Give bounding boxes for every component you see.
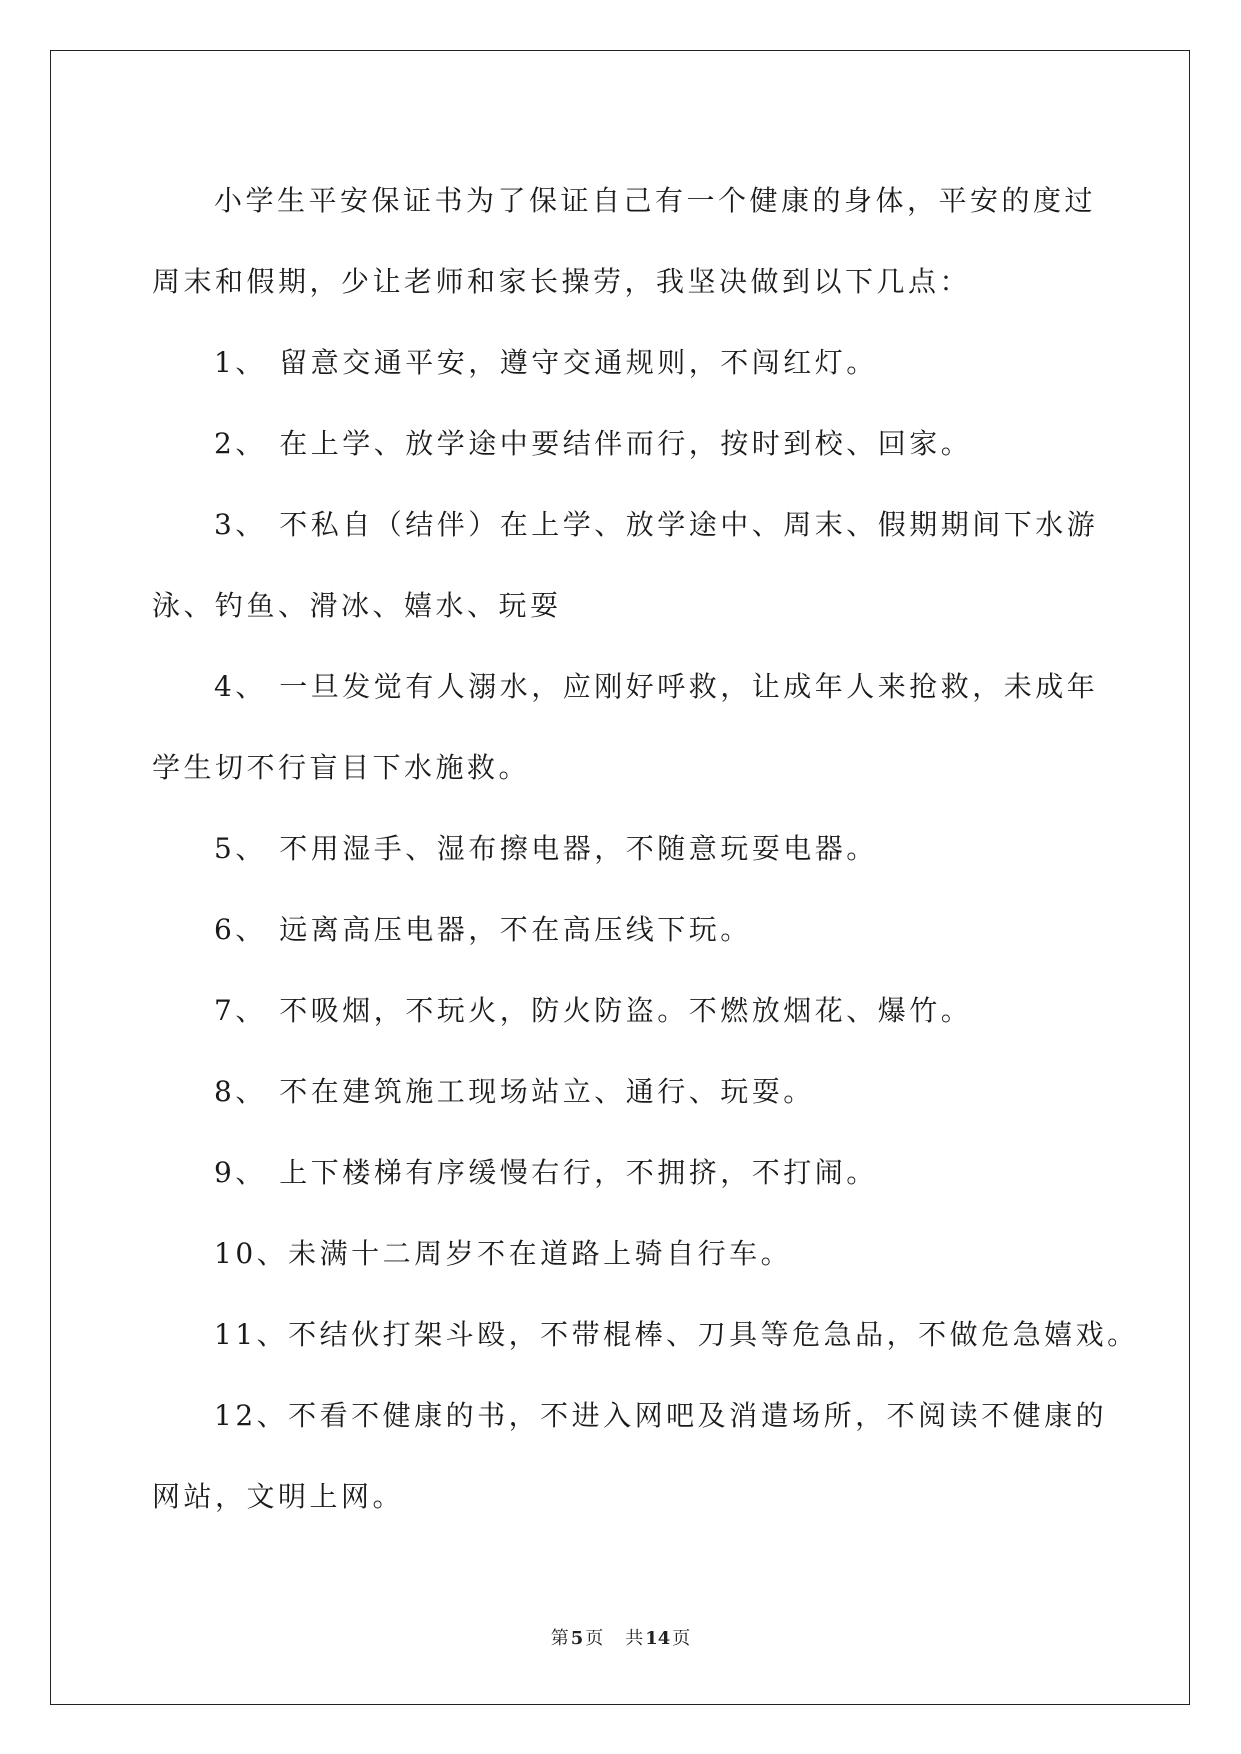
- list-item: 6、 远离高压电器，不在高压线下玩。: [214, 913, 752, 946]
- list-item: 9、 上下楼梯有序缓慢右行，不拥挤，不打闹。: [214, 1156, 878, 1189]
- footer-total-prefix: 共: [625, 1628, 644, 1649]
- list-item: 7、 不吸烟，不玩火，防火防盗。不燃放烟花、爆竹。: [214, 994, 973, 1027]
- footer-total-pages: 14: [645, 1628, 671, 1649]
- footer-prefix: 第: [550, 1628, 569, 1649]
- page-footer: [0, 1624, 1241, 1650]
- list-item-continuation: 网站，文明上网。: [152, 1480, 405, 1513]
- body-line: 周末和假期，少让老师和家长操劳，我坚决做到以下几点：: [152, 265, 972, 298]
- list-item: 5、 不用湿手、湿布擦电器，不随意玩耍电器。: [214, 832, 878, 865]
- list-item: 10、未满十二周岁不在道路上骑自行车。: [214, 1237, 793, 1270]
- list-item: 11、不结伙打架斗殴，不带棍棒、刀具等危急品，不做危急嬉戏。: [214, 1318, 1139, 1351]
- list-item: 3、 不私自（结伴）在上学、放学途中、周末、假期期间下水游: [214, 508, 1099, 541]
- list-item: 1、 留意交通平安，遵守交通规则，不闯红灯。: [214, 346, 878, 379]
- list-item: 8、 不在建筑施工现场站立、通行、玩耍。: [214, 1075, 815, 1108]
- document-body: [152, 160, 1139, 1537]
- footer-page-number: 5: [570, 1628, 584, 1649]
- body-line: 小学生平安保证书为了保证自己有一个健康的身体，平安的度过: [214, 184, 1097, 217]
- footer-page-suffix: 页: [585, 1628, 604, 1649]
- list-item: 4、 一旦发觉有人溺水，应刚好呼救，让成年人来抢救，未成年: [214, 670, 1099, 703]
- list-item-continuation: 学生切不行盲目下水施救。: [152, 751, 531, 784]
- list-item: 2、 在上学、放学途中要结伴而行，按时到校、回家。: [214, 427, 973, 460]
- footer-total-suffix: 页: [672, 1628, 691, 1649]
- list-item-continuation: 泳、钓鱼、滑冰、嬉水、玩耍: [152, 589, 562, 622]
- list-item: 12、不看不健康的书，不进入网吧及消遣场所，不阅读不健康的: [214, 1399, 1108, 1432]
